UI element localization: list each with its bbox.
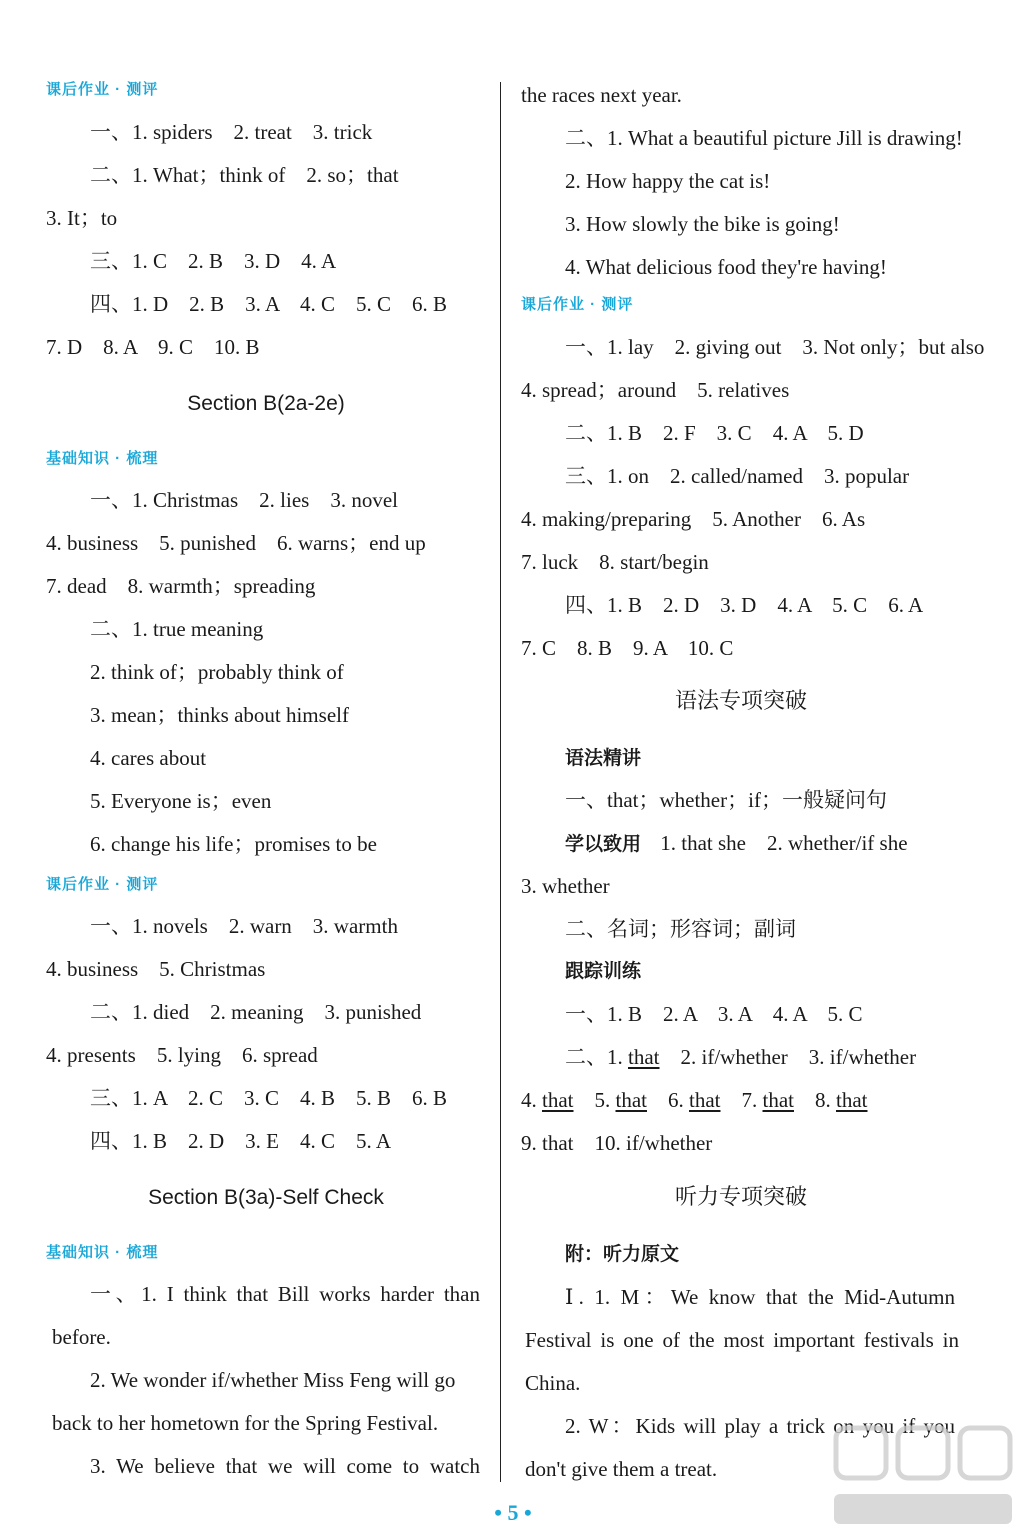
section-label-basics: 基础知识 · 梳理: [46, 1244, 159, 1261]
answer-line: 一、1. B 2. A 3. A 4. A 5. C: [565, 1002, 863, 1026]
section-title: 语法专项突破: [674, 689, 807, 714]
answer-line: 4. presents 5. lying 6. spread: [46, 1043, 318, 1067]
answer-line: 5. Everyone is；even: [90, 789, 272, 813]
answer-line: 二、名词；形容词；副词: [565, 917, 796, 941]
section-label-homework: 课后作业 · 测评: [46, 81, 159, 98]
underlined-answer: that: [542, 1088, 574, 1112]
answer-line: 4. making/preparing 5. Another 6. As: [521, 507, 866, 531]
transcript-line: Festival is one of the most important festivals in: [525, 1328, 959, 1352]
answer-line: back to her hometown for the Spring Festival.: [52, 1411, 439, 1435]
answer-line: before.: [52, 1325, 111, 1349]
watermark-logo-icon: [828, 1418, 1018, 1530]
answer-line: 4. cares about: [90, 746, 207, 770]
answer-line: 一、1. I think that Bill works harder than: [90, 1282, 480, 1306]
answer-line: 二、1. died 2. meaning 3. punished: [90, 1000, 422, 1024]
answer-line: 6. change his life；promises to be: [90, 832, 377, 856]
section-title: Section B(2a-2e): [187, 392, 345, 415]
answer-line: 4. business 5. Christmas: [46, 957, 266, 981]
section-label-homework: 课后作业 · 测评: [521, 296, 634, 313]
section-label-homework: 课后作业 · 测评: [46, 876, 159, 893]
answer-line: 二、1. What；think of 2. so；that: [90, 163, 399, 187]
transcript-line: Ⅰ. 1. M：We know that the Mid-Autumn: [565, 1285, 955, 1309]
answer-line: 3. whether: [521, 874, 610, 898]
answer-text: 1. that she 2. whether/if she: [660, 831, 908, 855]
answer-line: 7. D 8. A 9. C 10. B: [46, 335, 260, 359]
answer-line: 2. How happy the cat is!: [565, 169, 771, 193]
answer-line: 三、1. A 2. C 3. C 4. B 5. B 6. B: [90, 1086, 448, 1110]
answer-line: 一、that；whether；if；一般疑问句: [565, 788, 887, 812]
column-divider: [500, 82, 501, 1482]
underlined-answer: that: [836, 1088, 868, 1112]
answer-line: 三、1. C 2. B 3. D 4. A: [90, 249, 337, 273]
answer-line: 3. It；to: [46, 206, 118, 230]
answer-line: 7. dead 8. warmth；spreading: [46, 574, 316, 598]
answer-line: 4. that 5. that 6. that 7. that 8. that: [521, 1088, 868, 1112]
subsection-title: 语法精讲: [565, 747, 642, 769]
page-number: • 5 •: [494, 1500, 532, 1525]
subsection-title: 跟踪训练: [565, 960, 642, 982]
answer-line: 3. mean；thinks about himself: [90, 703, 349, 727]
transcript-line: don't give them a treat.: [525, 1457, 718, 1481]
answer-line: 二、1. What a beautiful picture Jill is drawing!: [565, 126, 963, 150]
answer-line: 4. spread；around 5. relatives: [521, 378, 790, 402]
answer-line: the races next year.: [521, 83, 682, 107]
answer-line: [565, 829, 908, 858]
answer-line: 3. We believe that we will come to watch: [90, 1454, 480, 1478]
answer-line: 四、1. B 2. D 3. D 4. A 5. C 6. A: [565, 593, 924, 617]
answer-line: 一、1. Christmas 2. lies 3. novel: [90, 488, 398, 512]
answer-line: 四、1. D 2. B 3. A 4. C 5. C 6. B: [90, 292, 448, 316]
section-label-basics: 基础知识 · 梳理: [46, 450, 159, 467]
label-apply: 学以致用: [565, 833, 642, 855]
answer-line: 一、1. novels 2. warn 3. warmth: [90, 914, 398, 938]
answer-line: 4. business 5. punished 6. warns；end up: [46, 531, 426, 555]
section-title: Section B(3a)-Self Check: [148, 1186, 384, 1209]
underlined-answer: that: [628, 1045, 660, 1069]
underlined-answer: that: [615, 1088, 647, 1112]
answer-line: 一、1. lay 2. giving out 3. Not only；but also: [565, 335, 985, 359]
subsection-title: 附：听力原文: [565, 1243, 680, 1265]
underlined-answer: that: [762, 1088, 794, 1112]
transcript-line: 2. W：Kids will play a trick on you if you: [565, 1414, 955, 1438]
answer-line: 7. luck 8. start/begin: [521, 550, 709, 574]
answer-line: 三、1. on 2. called/named 3. popular: [565, 464, 910, 488]
answer-line: 四、1. B 2. D 3. E 4. C 5. A: [90, 1129, 392, 1153]
answer-line: 二、1. B 2. F 3. C 4. A 5. D: [565, 421, 864, 445]
transcript-line: China.: [525, 1371, 581, 1395]
answer-line: 9. that 10. if/whether: [521, 1131, 713, 1155]
answer-line: 二、1. true meaning: [90, 617, 264, 641]
answer-line: 3. How slowly the bike is going!: [565, 212, 840, 236]
answer-text: 二、1.: [565, 1045, 628, 1069]
answer-line: 7. C 8. B 9. A 10. C: [521, 636, 734, 660]
answer-line: 2. We wonder if/whether Miss Feng will go: [90, 1368, 456, 1392]
section-title: 听力专项突破: [674, 1185, 807, 1210]
answer-text: 2. if/whether 3. if/whether: [659, 1045, 917, 1069]
underlined-answer: that: [689, 1088, 721, 1112]
answer-line: [565, 1043, 916, 1071]
answer-line: 4. What delicious food they're having!: [565, 255, 887, 279]
answer-line: 2. think of；probably think of: [90, 660, 344, 684]
answer-line: 一、1. spiders 2. treat 3. trick: [90, 120, 373, 144]
